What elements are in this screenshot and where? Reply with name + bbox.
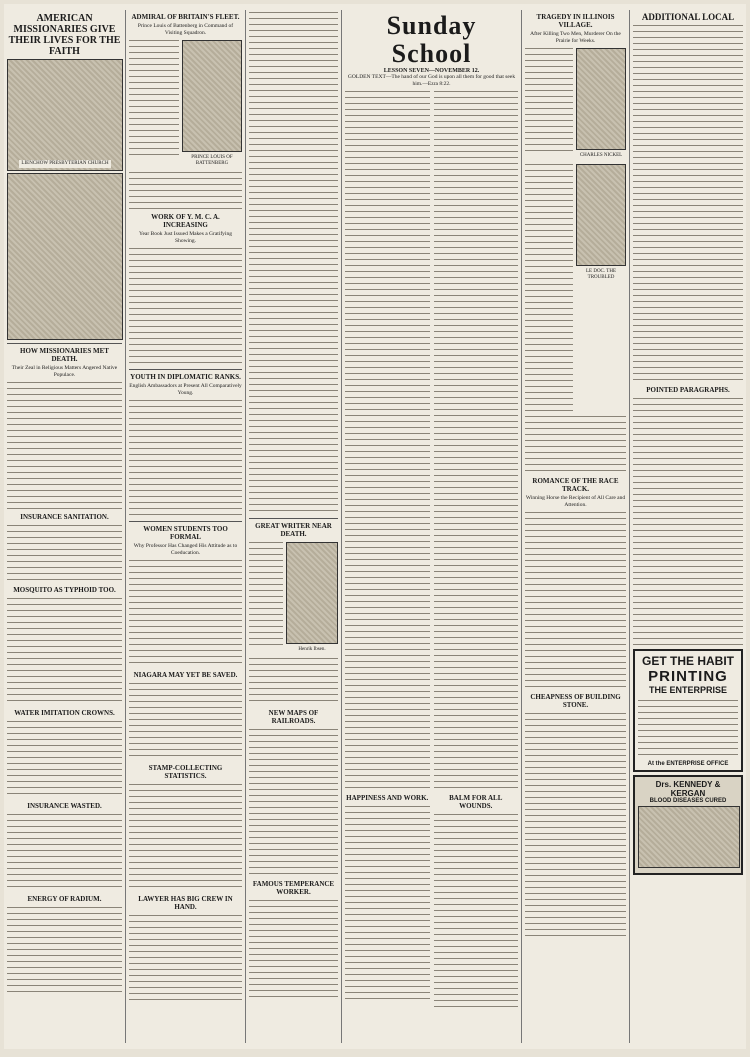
ad-enterprise: THE ENTERPRISE [648, 685, 727, 695]
admiral-headline: ADMIRAL OF BRITAIN'S FLEET. [131, 13, 240, 21]
column-3 [246, 10, 342, 1043]
prince-louis-portrait [182, 40, 242, 152]
article-text [525, 711, 626, 941]
tragedy-subhead: After Killing Two Men, Murderer On the Prairie for Weeks. [530, 31, 621, 44]
additional-local-headline: ADDITIONAL LOCAL [641, 12, 735, 22]
sunday-school-masthead: Sunday School [386, 11, 477, 68]
article-text [525, 510, 626, 690]
radium-head: ENERGY OF RADIUM. [27, 895, 102, 903]
column-1 [4, 10, 126, 1043]
article-text [129, 681, 242, 761]
insurance-wasted-head: INSURANCE WASTED. [27, 802, 102, 810]
nickel-caption: CHARLES NICKEL [576, 152, 626, 160]
article-text [129, 913, 242, 1003]
article-text [525, 162, 573, 412]
golden-text: GOLDEN TEXT—The hand of our God is upon all them for good that seek him.—Ezra 8:22. [347, 74, 516, 87]
article-text [249, 727, 338, 877]
article-text [525, 46, 573, 156]
women-students-subhead: Why Professor Has Changed His Attitude as to Coeducation. [133, 543, 238, 556]
article-text [249, 540, 283, 650]
kennedy-kergan-ad [633, 775, 743, 875]
ymca-headline: WORK OF Y. M. C. A. INCREASING [151, 213, 220, 229]
railroad-maps-head: NEW MAPS OF RAILROADS. [268, 709, 319, 725]
article-text [7, 719, 122, 799]
ymca-subhead: Year Book Just Issued Makes a Gratifying Showing. [139, 231, 232, 244]
race-track-subhead: Winning Horse the Recipient of All Care and Attention. [525, 495, 626, 508]
article-text [129, 170, 242, 210]
article-text [249, 10, 338, 515]
column-2 [126, 10, 246, 1043]
article-text [7, 596, 122, 706]
diplomatic-headline: YOUTH IN DIPLOMATIC RANKS. [130, 373, 241, 381]
newspaper-page [4, 4, 746, 1049]
missionaries-article-text [7, 380, 122, 510]
balm-head: BALM FOR ALL WOUNDS. [449, 794, 503, 810]
pointed-paragraphs-headline: POINTED PARAGRAPHS. [646, 386, 730, 394]
ad2-subtitle: BLOOD DISEASES CURED [649, 798, 727, 804]
ad-printing: PRINTING [648, 668, 728, 685]
ad2-title: Drs. KENNEDY & KERGAN [655, 780, 721, 798]
church-photo [7, 59, 123, 171]
race-track-headline: ROMANCE OF THE RACE TRACK. [532, 477, 619, 493]
stamp-collecting-head: STAMP-COLLECTING STATISTICS. [148, 764, 223, 780]
ad2-illustration [638, 806, 740, 868]
water-imitation-head: WATER IMITATION CROWNS. [14, 709, 115, 717]
tragedy-headline: TRAGEDY IN ILLINOIS VILLAGE. [536, 13, 615, 29]
missionaries-headline: AMERICAN MISSIONARIES GIVE THEIR LIVES FOR THE FAITH [8, 13, 121, 57]
missionaries-death-headline: HOW MISSIONARIES MET DEATH. [20, 347, 109, 363]
lesson-text-right [434, 89, 519, 789]
women-students-headline: WOMEN STUDENTS TOO FORMAL [143, 525, 228, 541]
ibsen-portrait [286, 542, 338, 644]
article-text [7, 905, 122, 995]
admiral-subhead: Prince Louis of Battenberg in Command of Visiting Squadron. [137, 23, 234, 36]
article-text [129, 246, 242, 366]
article-text [7, 523, 122, 583]
article-text [249, 656, 338, 706]
temperance-head: FAMOUS TEMPERANCE WORKER. [252, 880, 335, 896]
article-text [129, 558, 242, 668]
article-text [633, 23, 743, 383]
niagara-head: NIAGARA MAY YET BE SAVED. [133, 671, 238, 679]
chinese-sign-photo [7, 173, 123, 340]
column-6 [630, 10, 746, 1043]
article-text [249, 898, 338, 998]
prince-louis-caption: PRINCE LOUIS OF BATTENBERG [182, 154, 242, 168]
column-5 [522, 10, 630, 1043]
lesson-title: LESSON SEVEN—NOVEMBER 12. [383, 68, 480, 74]
ad-footer: At the ENTERPRISE OFFICE [647, 761, 729, 767]
church-photo-caption: LIENCHOW PRESBYTERIAN CHURCH [21, 161, 109, 166]
ad-list [638, 698, 738, 758]
enterprise-printing-ad [633, 649, 743, 772]
lesson-text-left [345, 89, 430, 789]
article-text [7, 812, 122, 892]
ad-get-the-habit: GET THE HABIT [642, 654, 734, 668]
nickel-portrait [576, 48, 626, 150]
article-text [633, 396, 743, 646]
le-doc-portrait [576, 164, 626, 266]
insurance-sanitation-head: INSURANCE SANITATION. [20, 513, 109, 521]
column-4 [342, 10, 522, 1043]
lawyer-head: LAWYER HAS BIG CREW IN HAND. [138, 895, 233, 911]
article-text [525, 414, 626, 474]
article-text [434, 812, 519, 1012]
article-text [129, 38, 179, 158]
building-stone-headline: CHEAPNESS OF BUILDING STONE. [530, 693, 621, 709]
article-text [129, 398, 242, 518]
diplomatic-subhead: English Ambassadors at Present All Comparatively Young. [129, 383, 242, 396]
article-text [345, 804, 430, 1004]
ibsen-caption: Henrik Ibsen. [286, 646, 338, 654]
le-doc-caption: LE DOC. THE TROUBLED [576, 268, 626, 282]
missionaries-subhead: Their Zeal in Religious Matters Angered Native Populace. [11, 365, 118, 378]
article-text [129, 782, 242, 892]
great-writer-headline: GREAT WRITER NEAR DEATH. [255, 522, 332, 538]
happiness-work-head: HAPPINESS AND WORK. [346, 794, 429, 802]
mosquito-head: MOSQUITO AS TYPHOID TOO. [13, 586, 116, 594]
